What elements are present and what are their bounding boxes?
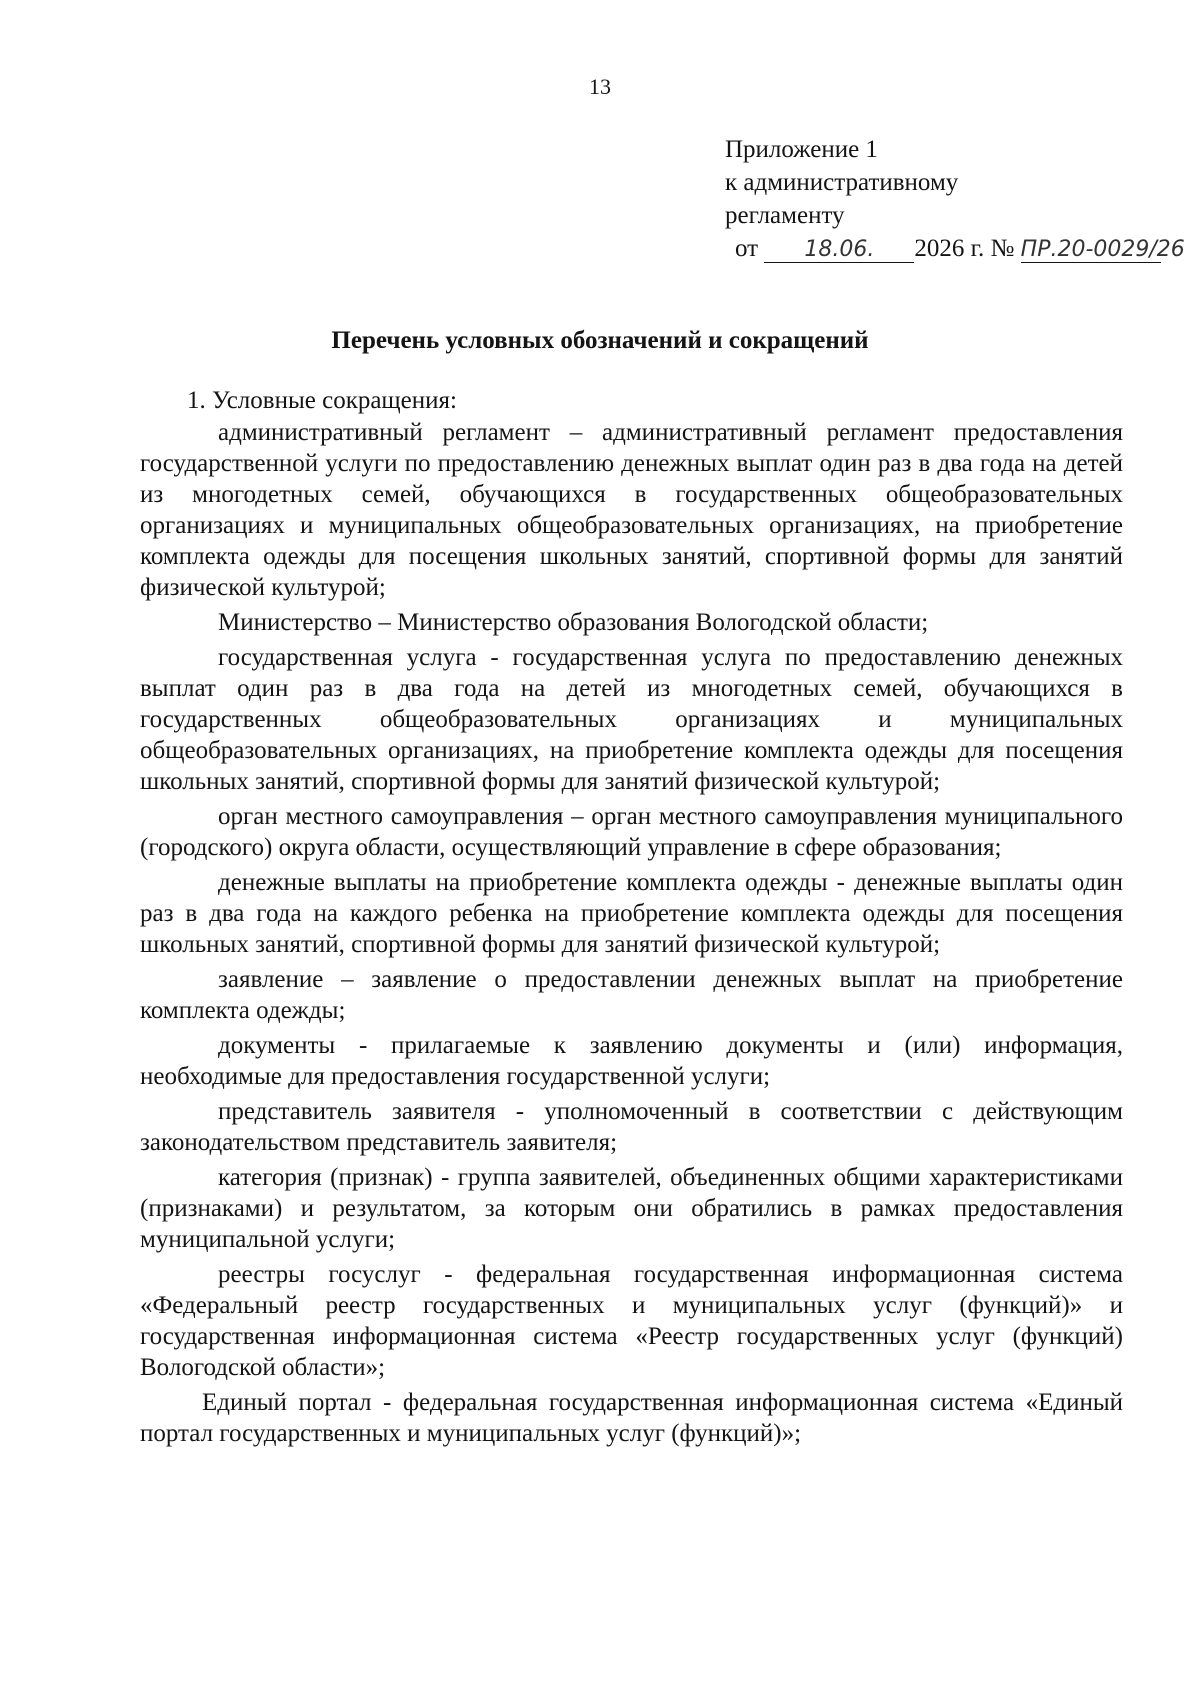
from-label: от (735, 235, 759, 262)
paragraph-administrative-regulation: административный регламент – административный регламент предоставления государственной услуги по предоставлению денежных выплат один раз в два года на детей из многодетных семей, обучающихся в государственных общеобразовательных организациях и муниципальных общеобразовательных организациях, на приобретение комплекта одежды для посещения школьных занятий, спортивной формы для занятий физической культурой; (140, 419, 1123, 601)
handwritten-date: 18.06. (764, 238, 914, 263)
paragraph-state-service: государственная услуга - государственная услуга по предоставлению денежных выплат один раз в два года на детей из многодетных семей, обучающихся в государственных общеобразовательных организациях и муниципальных общеобразовательных организациях, на приобретение комплекта одежды для посещения школьных занятий, спортивной формы для занятий физической культурой; (140, 644, 1123, 795)
paragraph-category: категория (признак) - группа заявителей, объединенных общими характеристиками (признаками) и результатом, за которым они обратились в рамках предоставления муниципальной услуги; (140, 1164, 1123, 1253)
paragraph-service-registries: реестры госуслуг - федеральная государственная информационная система «Федеральный реестр государственных и муниципальных услуг (функций)» и государственная информационная система «Реестр государственных услуг (функций) Вологодской области»; (140, 1261, 1123, 1381)
document-body (140, 385, 1123, 1453)
section-heading (140, 385, 1123, 416)
year-label: 2026 г. № (914, 235, 1015, 262)
appendix-line-1: Приложение 1 (725, 136, 878, 163)
paragraph-documents: документы - прилагаемые к заявлению документы и (или) информация, необходимые для предоставления государственной услуги; (140, 1032, 1123, 1090)
handwritten-number: ПР.20-0029/26 (1020, 237, 1185, 262)
appendix-line-2: к административному (725, 169, 959, 196)
section-heading-text: Условные сокращения: (212, 387, 457, 414)
page-number: 13 (589, 74, 611, 99)
section-number: 1. (187, 387, 206, 414)
appendix-line-3: регламенту (725, 202, 845, 229)
appendix-date-line (725, 232, 1185, 265)
paragraph-application: заявление – заявление о предоставлении денежных выплат на приобретение комплекта одежды; (140, 966, 1123, 1024)
paragraph-local-government: орган местного самоуправления – орган местного самоуправления муниципального (городского) округа области, осуществляющий управление в сфере образования; (140, 803, 1123, 861)
document-title: Перечень условных обозначений и сокращений (331, 327, 869, 354)
appendix-header (725, 133, 1185, 265)
paragraph-unified-portal: Единый портал - федеральная государственная информационная система «Единый портал государственных и муниципальных услуг (функций)»; (140, 1389, 1123, 1447)
paragraph-applicant-representative: представитель заявителя - уполномоченный в соответствии с действующим законодательством представитель заявителя; (140, 1098, 1123, 1156)
paragraph-cash-payments: денежные выплаты на приобретение комплекта одежды - денежные выплаты один раз в два года на каждого ребенка на приобретение комплекта одежды для посещения школьных занятий, спортивной формы для занятий физической культурой; (140, 869, 1123, 958)
paragraph-ministry: Министерство – Министерство образования Вологодской области; (218, 609, 929, 636)
